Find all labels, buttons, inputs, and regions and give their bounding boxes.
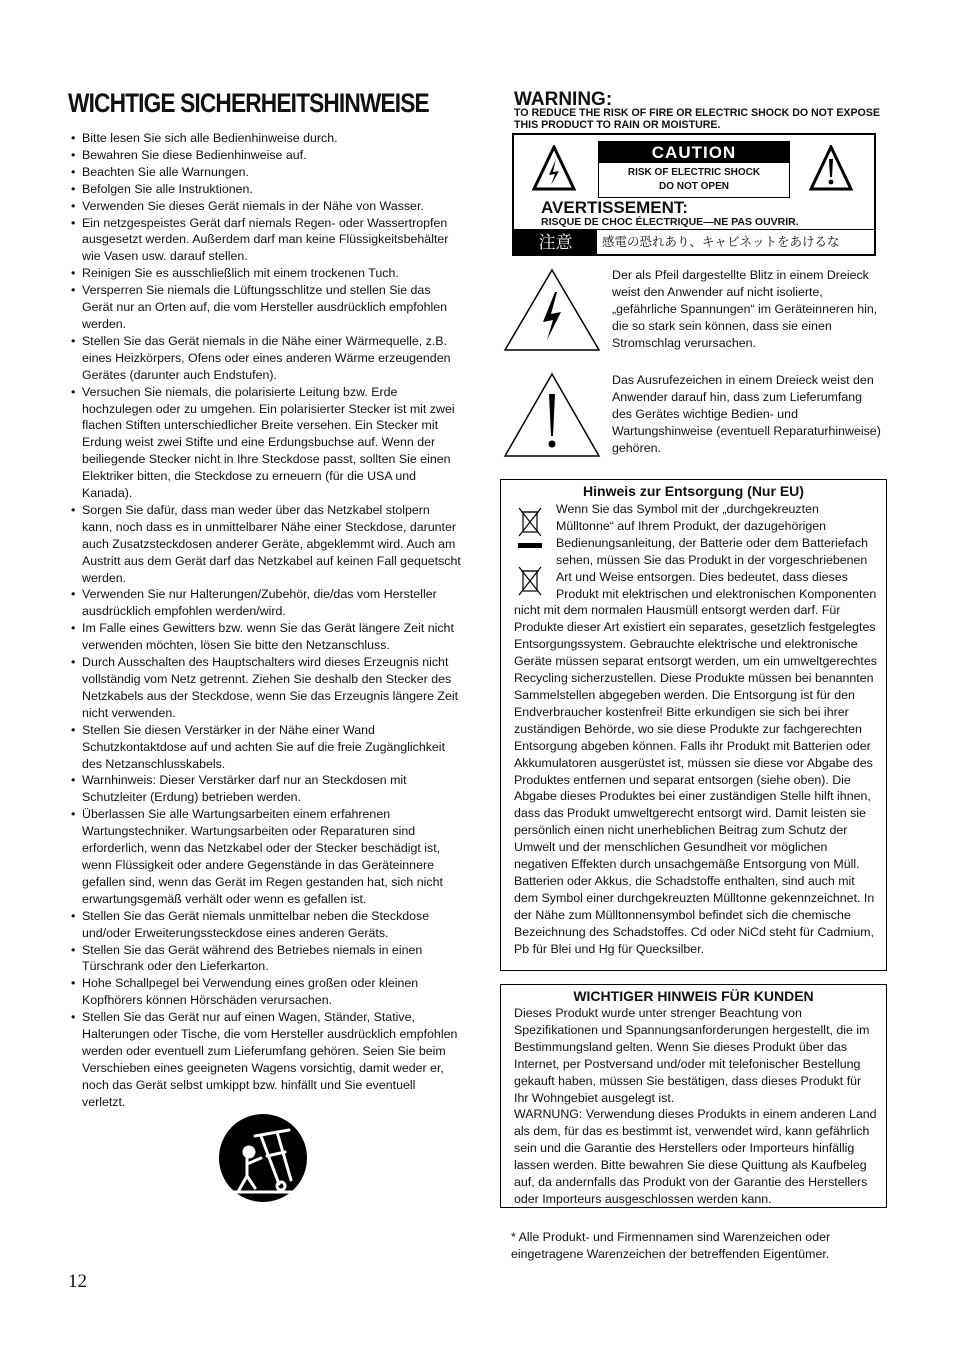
list-item: • Versperren Sie niemals die Lüftungsschlitze und stellen Sie das Gerät nur an Orten auf, die vom Hersteller ausdrücklich empfohlen werden. — [70, 282, 462, 333]
page-number: 12 — [68, 1271, 87, 1292]
japanese-text: 感電の恐れあり、キャビネットをあけるな — [602, 235, 840, 249]
caution-label — [512, 133, 876, 256]
caution-line: DO NOT OPEN — [658, 181, 729, 192]
eu-disposal-text: Wenn Sie das Symbol mit der „durchgekreuzten Mülltonne“ auf Ihrem Produkt, der dazugehörigen Bedienungsanleitung, der Batterie oder dem Batteriefach sehen, müssen Sie das Produkt in der vorgeschriebenen Art und Weise entsorgen. Dies bedeutet, dass dieses Produkt mit elektrischen und elektronischen Komponenten nicht mit dem normalen Hausmüll entsorgt werden darf. Für Produkte dieser Art existiert ein separates, gesetzlich festgelegtes Entsorgungssystem. Gebrauchte elektrische und elektronische Geräte müssen separat entsorgt werden, um ein umweltgerechtes Recycling sicherzustellen. Diese Produkte müssen bei benannten Sammelstellen abgegeben werden. Die Entsorgung ist für den Endverbraucher kostenfrei! Bitte erkundigen sie sich bei ihrer zuständigen Behörde, wo sie diese Produkte zur fachgerechten Entsorgung abgeben können. Falls ihr Produkt mit Batterien oder Akkumulatoren ausgerüstet ist, müssen sie diese vor Abgabe des Produktes entfernen und separat entsorgen (siehe oben). Die Abgabe dieses Produktes bei einer zuständigen Stelle hilft ihnen, dass das Produkt umweltgerecht entsorgt wird. Damit leisten sie persönlich einen nicht unerheblichen Beitrag zum Schutz der Umwelt und der menschlichen Gesundheit vor möglichen negativen Effekten durch unsachgemäße Entsorgung von Müll. Batterien oder Akkus, die Schadstoffe enthalten, sind auch mit dem Symbol einer durchgekreuzten Mülltonne gekennzeichnet. In der Nähe zum Mülltonnensymbol befindet sich die chemische Bezeichnung des Schadstoffes. Cd oder NiCd steht für Cadmium, Pb für Blei und Hg für Quecksilber. — [514, 502, 877, 956]
customer-notice-title: WICHTIGER HINWEIS FÜR KUNDEN — [573, 988, 814, 1004]
list-item: • Sorgen Sie dafür, dass man weder über das Netzkabel stolpern kann, noch dass es in unmittelbarer Nähe einer Steckdose, darunter auch Zusatzsteckdosen anderer Geräte, abgeklemmt wird. Auch am Austritt aus dem Gerät darf das Netzkabel auf keinen Fall gequetscht werden. — [70, 502, 462, 587]
caution-banner — [598, 141, 790, 198]
caution-title: CAUTION — [599, 142, 789, 163]
caution-line: RISK OF ELECTRIC SHOCK — [627, 167, 761, 178]
list-item: • Überlassen Sie alle Wartungsarbeiten einem erfahrenen Wartungstechniker. Wartungsarbeiten oder Reparaturen sind erforderlich, wenn das Netzkabel oder der Stecker beschädigt ist, wenn Flüssigkeit oder andere Gegenstände in das Geräteinnere gefallen sind, wenn das Gerät im Regen gestanden hat, sich nicht erwartungsgemäß verhält oder wenn es gefallen ist. — [70, 806, 462, 907]
list-item: • Im Falle eines Gewitters bzw. wenn Sie das Gerät längere Zeit nicht verwenden möchten, lösen Sie bitte den Netzanschluss. — [70, 620, 462, 654]
list-item: • Bewahren Sie diese Bedienhinweise auf. — [70, 147, 462, 164]
list-item: • Bitte lesen Sie sich alle Bedienhinweise durch. — [70, 130, 462, 147]
eu-disposal-title: Hinweis zur Entsorgung (Nur EU) — [583, 483, 804, 499]
customer-notice-paragraph: Dieses Produkt wurde unter strenger Beachtung von Spezifikationen und Spannungsanforderungen hergestellt, die im Bestimmungsland gelten. Wenn Sie dieses Produkt über das Internet, per Postversand und/oder mit telefonischer Bestellung gekauft haben, müssen Sie bestätigen, dass dieses Produkt für Ihr Wohngebiet ausgelegt ist. — [514, 1006, 870, 1105]
list-item: • Versuchen Sie niemals, die polarisierte Leitung bzw. Erde hochzulegen oder zu umgehen. Ein polarisierter Stecker ist mit zwei flachen Stiften unterschiedlicher Breite versehen. Ein Stecker mit Erdung weist zwei Stifte und eine Erdungsbuchse auf. Wenn der beiliegende Stecker nicht in Ihre Steckdose passt, sollten Sie einen Elektriker bitten, die Steckdose zu erneuern (für die USA und Kanada). — [70, 384, 462, 502]
lightning-triangle-icon — [503, 268, 601, 352]
list-item: • Stellen Sie das Gerät niemals unmittelbar neben die Steckdose und/oder Erweiterungssteckdose eines anderen Geräts. — [70, 908, 462, 942]
list-item: • Stellen Sie diesen Verstärker in der Nähe einer Wand Schutzkontaktdose auf und achten Sie auf die freie Zugänglichkeit des Netzanschlusskabels. — [70, 722, 462, 773]
customer-notice-box — [500, 984, 887, 1208]
list-item: • Hohe Schallpegel bei Verwendung eines großen oder kleinen Kopfhörers können Hörschäden verursachen. — [70, 975, 462, 1009]
eu-disposal-text-block — [514, 501, 877, 957]
customer-notice-warning: WARNUNG: Verwendung dieses Produkts in einem anderen Land als dem, für das es bestimmt ist, verwendet wird, kann gefährlich sein und die Garantie des Herstellers oder Importeurs hinfällig lassen werden. Bitte bewahren Sie diese Quittung als Kaufbeleg auf, da andernfalls das Produkt von der Garantie des Herstellers oder Importeurs ausgeschlossen werden kann. — [514, 1107, 877, 1206]
list-item: • Warnhinweis: Dieser Verstärker darf nur an Steckdosen mit Schutzleiter (Erdung) betrieben werden. — [70, 772, 462, 806]
page-title: WICHTIGE SICHERHEITSHINWEISE — [68, 88, 429, 118]
lightning-triangle-icon — [532, 145, 576, 191]
customer-notice-text — [514, 1005, 877, 1208]
avertissement-heading: AVERTISSEMENT: — [541, 198, 689, 217]
list-item: • Beachten Sie alle Warnungen. — [70, 164, 462, 181]
crossed-bin-icon — [516, 565, 544, 597]
list-item: • Ein netzgespeistes Gerät darf niemals Regen- oder Wassertropfen ausgesetzt werden. Außerdem darf man keine Flüssigkeitsbehälter wie Vasen usw. darauf stellen. — [70, 215, 462, 266]
lightning-explanation: Der als Pfeil dargestellte Blitz in einem Dreieck weist den Anwender auf nicht isolierte, „gefährliche Spannungen“ im Geräteinneren hin, die so stark sein können, dass sie einen Stromschlag verursachen. — [612, 268, 878, 350]
avertissement-text: RISQUE DE CHOC ÉLECTRIQUE—NE PAS OUVRIR. — [541, 216, 799, 228]
list-item: • Verwenden Sie dieses Gerät niemals in der Nähe von Wasser. — [70, 198, 462, 215]
cart-tip-warning-icon — [217, 1112, 309, 1204]
warning-subtext: TO REDUCE THE RISK OF FIRE OR ELECTRIC SHOCK DO NOT EXPOSE THIS PRODUCT TO RAIN OR MOISTURE. — [514, 107, 880, 131]
caution-text — [599, 163, 789, 194]
warning-heading: WARNING: — [514, 89, 613, 110]
trademark-footnote: * Alle Produkt- und Firmennamen sind Warenzeichen oder eingetragene Warenzeichen der betreffenden Eigentümer. — [511, 1230, 831, 1261]
safety-list — [70, 130, 462, 1111]
list-item: • Befolgen Sie alle Instruktionen. — [70, 181, 462, 198]
exclamation-triangle-icon — [809, 145, 853, 191]
crossed-bin-icon — [516, 506, 544, 550]
japanese-label: 注意 — [514, 230, 597, 255]
eu-disposal-box — [500, 479, 887, 971]
japanese-warning — [514, 229, 874, 255]
list-item: • Reinigen Sie es ausschließlich mit einem trockenen Tuch. — [70, 265, 462, 282]
exclamation-explanation: Das Ausrufezeichen in einem Dreieck weist den Anwender darauf hin, dass zum Lieferumfang des Gerätes wichtige Bedien- und Wartungshinweise (eventuell Reparaturhinweise) gehören. — [612, 373, 881, 455]
list-item: • Stellen Sie das Gerät nur auf einen Wagen, Ständer, Stative, Halterungen oder Tische, die vom Hersteller ausdrücklich empfohlen werden oder eventuell zum Lieferumfang gehören. Seien Sie beim Verschieben eines geeigneten Wagens vorsichtig, damit weder er, noch das Gerät selbst umkippt bzw. hinfällt und Sie eventuell verletzt. — [70, 1009, 462, 1110]
list-item: • Stellen Sie das Gerät während des Betriebes niemals in einen Türschrank oder den Lieferkarton. — [70, 942, 462, 976]
list-item: • Stellen Sie das Gerät niemals in die Nähe einer Wärmequelle, z.B. eines Heizkörpers, Ofens oder eines anderen Wärme erzeugenden Gerätes (darunter auch Endstufen). — [70, 333, 462, 384]
list-item: • Verwenden Sie nur Halterungen/Zubehör, die/das vom Hersteller ausdrücklich empfohlen werden/wird. — [70, 586, 462, 620]
list-item: • Durch Ausschalten des Hauptschalters wird dieses Erzeugnis nicht vollständig vom Netz getrennt. Ziehen Sie deshalb den Stecker des Netzkabels aus der Steckdose, wenn Sie das Erzeugnis längere Zeit nicht verwenden. — [70, 654, 462, 722]
exclamation-triangle-icon — [503, 372, 601, 458]
bin-icons — [514, 501, 556, 599]
